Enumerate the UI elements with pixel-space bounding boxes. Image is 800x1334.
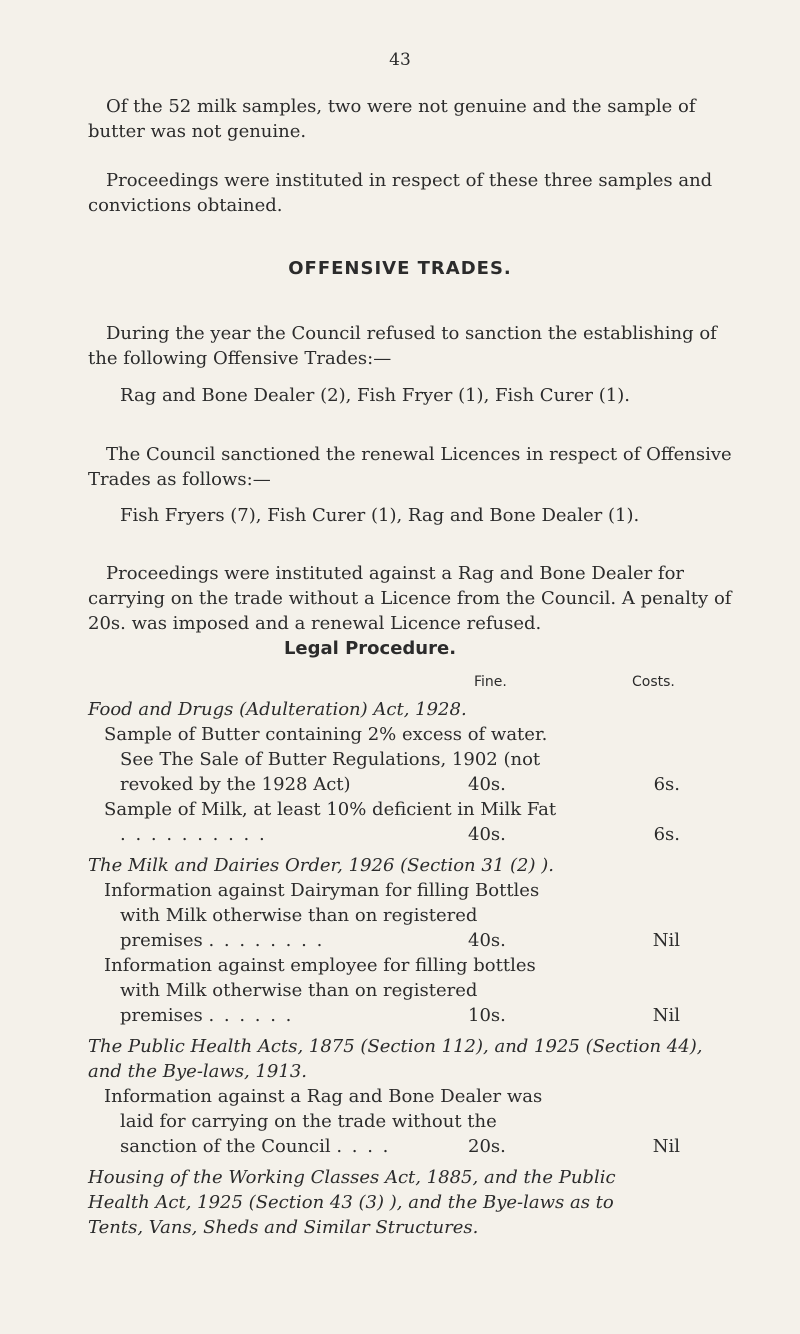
list-refused-trades: Rag and Bone Dealer (2), Fish Fryer (1), Fish Curer (1). — [120, 385, 630, 406]
legal-row-costs: Nil — [652, 1005, 680, 1026]
legal-row-description: Sample of Butter containing 2% excess of water. See The Sale of Butter Regulations, 1902 (not revoked by the 1928 Act) — [104, 724, 548, 795]
legal-row — [88, 722, 748, 797]
legal-row-costs: 6s. — [653, 774, 680, 795]
column-header-costs: Costs. — [632, 674, 675, 690]
heading-offensive-trades: OFFENSIVE TRADES. — [288, 258, 512, 279]
leader-dots: . . . . . . — [208, 1005, 294, 1026]
act-title-housing: Housing of the Working Classes Act, 1885, and the Public Health Act, 1925 (Section 43 (3) ), and the Bye-laws as to Tents, Vans, Sheds and Similar Structures. — [88, 1167, 616, 1238]
paragraph-proceedings-samples: Proceedings were instituted in respect of these three samples and convictions obtained. — [88, 170, 713, 216]
paragraph-refused-trades: During the year the Council refused to sanction the establishing of the following Offensive Trades:— — [88, 323, 717, 369]
legal-row-fine: 40s. — [468, 824, 506, 845]
leader-dots: . . . . . . . . . . — [120, 824, 267, 845]
paragraph-renewals: The Council sanctioned the renewal Licences in respect of Offensive Trades as follows:— — [88, 444, 732, 490]
legal-row — [88, 797, 748, 847]
list-renewed-trades: Fish Fryers (7), Fish Curer (1), Rag and Bone Dealer (1). — [120, 505, 640, 526]
legal-row-fine: 10s. — [468, 1005, 506, 1026]
legal-row-costs: Nil — [652, 1136, 680, 1157]
legal-row-fine: 40s. — [468, 774, 506, 795]
legal-row — [88, 1084, 748, 1159]
legal-row — [88, 878, 748, 953]
legal-row-text: Sample of Milk, at least 10% deficient in Milk Fat — [104, 799, 557, 820]
legal-row-costs: 6s. — [653, 824, 680, 845]
legal-row-text: Information against Dairyman for filling Bottles with Milk otherwise than on registered premises — [104, 880, 540, 951]
legal-row — [88, 953, 748, 1028]
column-header-fine: Fine. — [474, 674, 507, 690]
legal-row-text: Information against employee for filling bottles with Milk otherwise than on registered premises — [104, 955, 536, 1026]
paragraph-proceedings-dealer: Proceedings were instituted against a Rag and Bone Dealer for carrying on the trade without a Licence from the Council. A penalty of 20s. was imposed and a renewal Licence refused. — [88, 563, 732, 634]
page-number: 43 — [389, 50, 411, 70]
act-title-food-drugs: Food and Drugs (Adulteration) Act, 1928. — [88, 699, 467, 720]
leader-dots: . . . . . . . . — [208, 930, 325, 951]
legal-row-text: Information against a Rag and Bone Dealer was laid for carrying on the trade without the sanction of the Council — [104, 1086, 543, 1157]
heading-legal-procedure: Legal Procedure. — [283, 638, 457, 659]
paragraph-milk-samples: Of the 52 milk samples, two were not genuine and the sample of butter was not genuine. — [88, 96, 696, 142]
legal-row-fine: 40s. — [468, 930, 506, 951]
act-title-public-health: The Public Health Acts, 1875 (Section 112), and 1925 (Section 44), and the Bye-laws, 1913. — [88, 1036, 703, 1082]
leader-dots: . . . . — [336, 1136, 391, 1157]
legal-procedure-table — [88, 697, 748, 1240]
legal-row-costs: Nil — [652, 930, 680, 951]
act-title-milk-dairies: The Milk and Dairies Order, 1926 (Section 31 (2) ). — [88, 855, 554, 876]
legal-row-fine: 20s. — [468, 1136, 506, 1157]
